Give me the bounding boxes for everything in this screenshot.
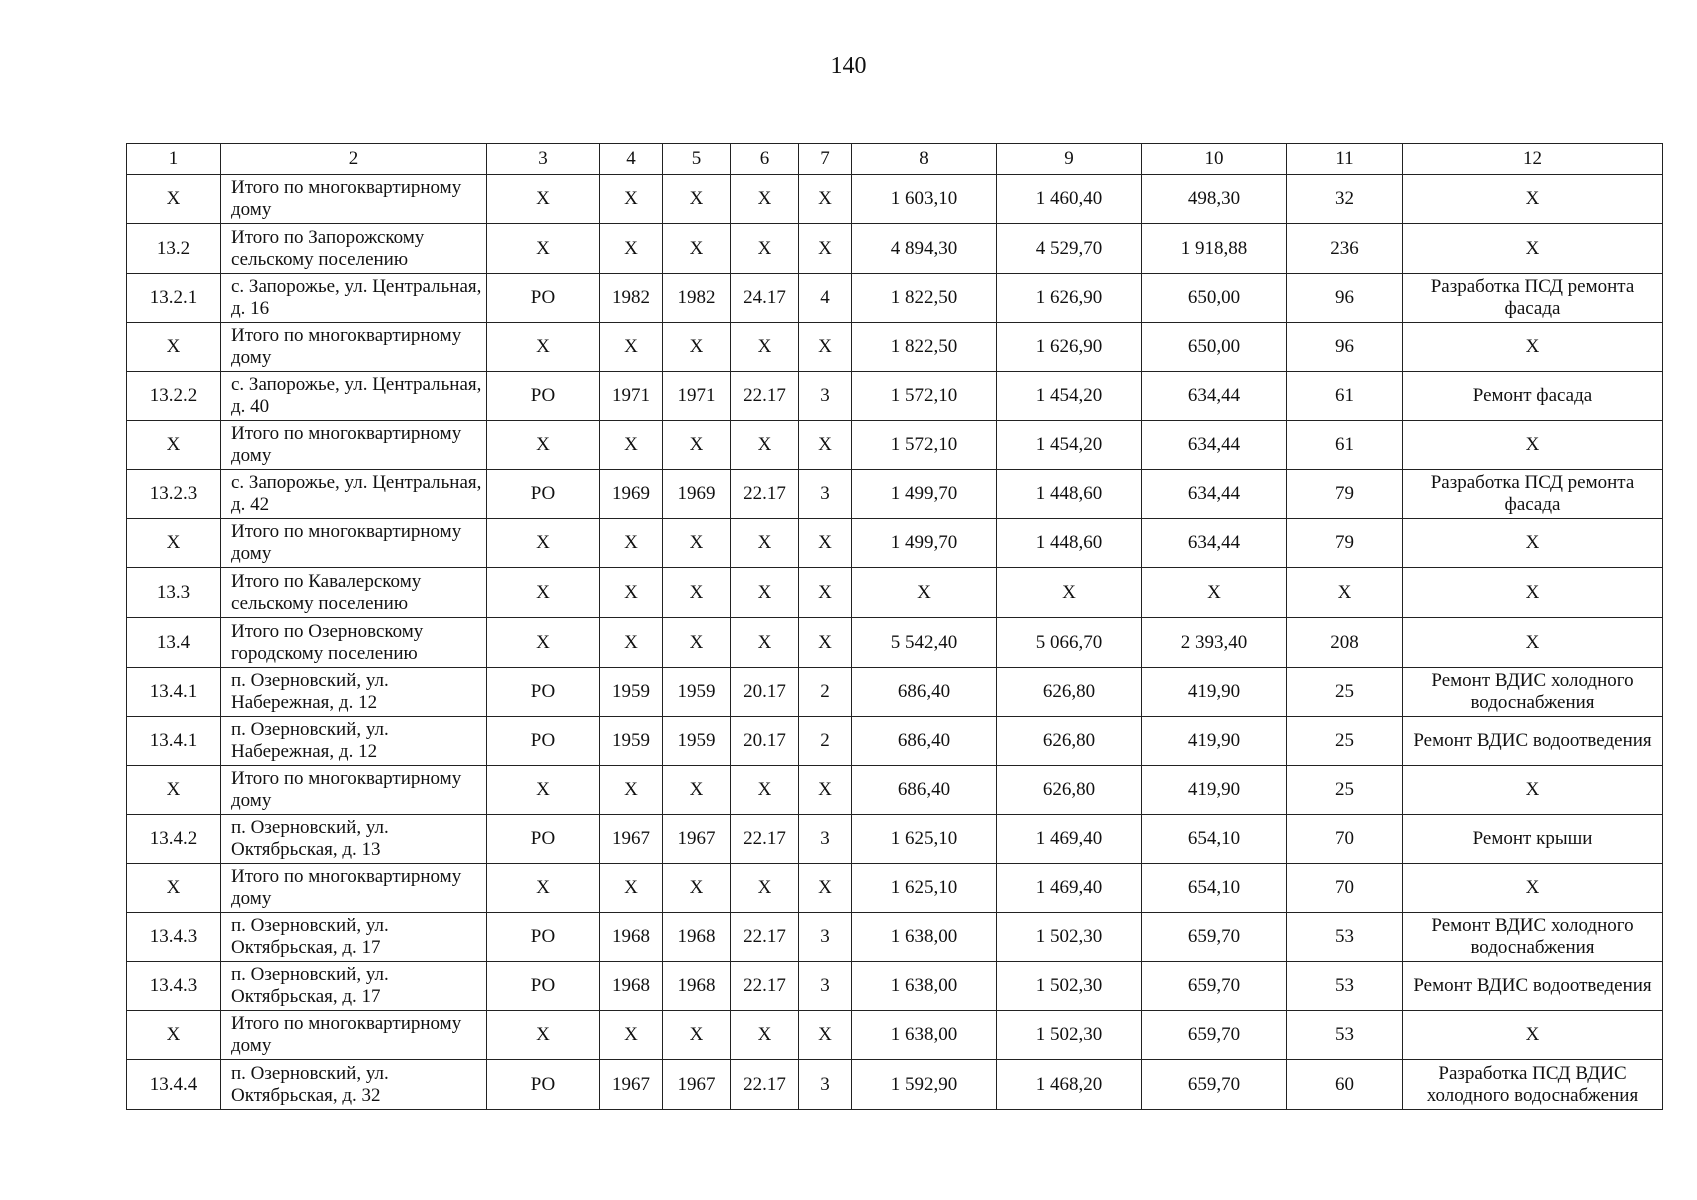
row-number-cell: 13.4.3 bbox=[127, 913, 221, 962]
work-type-cell: Х bbox=[1403, 766, 1663, 815]
owner-type-cell: Х bbox=[487, 1011, 600, 1060]
total-area-cell: 4 894,30 bbox=[852, 224, 997, 274]
commission-year-cell: 1959 bbox=[600, 717, 663, 766]
residents-cell: 208 bbox=[1287, 618, 1403, 668]
address-cell: Итого по многоквартирному дому bbox=[221, 1011, 487, 1060]
floors-cell: Х bbox=[799, 766, 852, 815]
floors-cell: 3 bbox=[799, 962, 852, 1011]
commission-year-cell: Х bbox=[600, 1011, 663, 1060]
row-number-cell: 13.2.2 bbox=[127, 372, 221, 421]
residents-cell: 25 bbox=[1287, 717, 1403, 766]
row-number-cell: Х bbox=[127, 323, 221, 372]
material-code-cell: Х bbox=[731, 224, 799, 274]
reconstruction-year-cell: 1967 bbox=[663, 1060, 731, 1110]
material-code-cell: 22.17 bbox=[731, 470, 799, 519]
material-code-cell: Х bbox=[731, 323, 799, 372]
total-area-cell: 1 625,10 bbox=[852, 815, 997, 864]
table-row bbox=[127, 913, 1663, 962]
floors-cell: Х bbox=[799, 175, 852, 224]
material-code-cell: Х bbox=[731, 766, 799, 815]
table-row bbox=[127, 962, 1663, 1011]
total-area-cell: 686,40 bbox=[852, 717, 997, 766]
total-area-cell: 686,40 bbox=[852, 668, 997, 717]
non-residential-area-cell: 650,00 bbox=[1142, 323, 1287, 372]
table-row bbox=[127, 568, 1663, 618]
owner-type-cell: РО bbox=[487, 913, 600, 962]
row-number-cell: Х bbox=[127, 766, 221, 815]
floors-cell: Х bbox=[799, 224, 852, 274]
non-residential-area-cell: 634,44 bbox=[1142, 372, 1287, 421]
floors-cell: Х bbox=[799, 519, 852, 568]
owner-type-cell: Х bbox=[487, 766, 600, 815]
floors-cell: Х bbox=[799, 568, 852, 618]
row-number-cell: 13.4.1 bbox=[127, 717, 221, 766]
work-type-cell: Х bbox=[1403, 421, 1663, 470]
residents-cell: 25 bbox=[1287, 668, 1403, 717]
work-type-cell: Х bbox=[1403, 323, 1663, 372]
row-number-cell: 13.2.3 bbox=[127, 470, 221, 519]
floors-cell: 3 bbox=[799, 470, 852, 519]
commission-year-cell: Х bbox=[600, 175, 663, 224]
residents-cell: 61 bbox=[1287, 372, 1403, 421]
residential-area-cell: 1 448,60 bbox=[997, 470, 1142, 519]
material-code-cell: 22.17 bbox=[731, 913, 799, 962]
table-row bbox=[127, 668, 1663, 717]
address-cell: п. Озерновский, ул. Октябрьская, д. 13 bbox=[221, 815, 487, 864]
address-cell: Итого по многоквартирному дому bbox=[221, 519, 487, 568]
row-number-cell: 13.2 bbox=[127, 224, 221, 274]
total-area-cell: 1 499,70 bbox=[852, 470, 997, 519]
table-row bbox=[127, 470, 1663, 519]
address-cell: Итого по многоквартирному дому bbox=[221, 864, 487, 913]
reconstruction-year-cell: 1959 bbox=[663, 668, 731, 717]
total-area-cell: 1 625,10 bbox=[852, 864, 997, 913]
residential-area-cell: 1 502,30 bbox=[997, 1011, 1142, 1060]
column-number-cell: 5 bbox=[663, 144, 731, 175]
material-code-cell: 22.17 bbox=[731, 372, 799, 421]
address-cell: Итого по Озерновскому городскому поселению bbox=[221, 618, 487, 668]
residential-area-cell: Х bbox=[997, 568, 1142, 618]
residents-cell: 96 bbox=[1287, 274, 1403, 323]
material-code-cell: Х bbox=[731, 864, 799, 913]
owner-type-cell: Х bbox=[487, 323, 600, 372]
total-area-cell: 1 638,00 bbox=[852, 913, 997, 962]
commission-year-cell: 1968 bbox=[600, 962, 663, 1011]
floors-cell: Х bbox=[799, 421, 852, 470]
work-type-cell: Ремонт ВДИС водоотведения bbox=[1403, 962, 1663, 1011]
floors-cell: Х bbox=[799, 864, 852, 913]
commission-year-cell: Х bbox=[600, 519, 663, 568]
total-area-cell: 1 592,90 bbox=[852, 1060, 997, 1110]
commission-year-cell: Х bbox=[600, 766, 663, 815]
residents-cell: 32 bbox=[1287, 175, 1403, 224]
address-cell: Итого по многоквартирному дому bbox=[221, 766, 487, 815]
address-cell: Итого по многоквартирному дому bbox=[221, 323, 487, 372]
floors-cell: 3 bbox=[799, 913, 852, 962]
reconstruction-year-cell: 1969 bbox=[663, 470, 731, 519]
commission-year-cell: Х bbox=[600, 421, 663, 470]
reconstruction-year-cell: Х bbox=[663, 618, 731, 668]
non-residential-area-cell: 1 918,88 bbox=[1142, 224, 1287, 274]
commission-year-cell: 1968 bbox=[600, 913, 663, 962]
work-type-cell: Ремонт ВДИС водоотведения bbox=[1403, 717, 1663, 766]
commission-year-cell: Х bbox=[600, 618, 663, 668]
residents-cell: 53 bbox=[1287, 913, 1403, 962]
owner-type-cell: РО bbox=[487, 372, 600, 421]
non-residential-area-cell: 2 393,40 bbox=[1142, 618, 1287, 668]
reconstruction-year-cell: Х bbox=[663, 175, 731, 224]
row-number-cell: 13.4.4 bbox=[127, 1060, 221, 1110]
address-cell: п. Озерновский, ул. Октябрьская, д. 17 bbox=[221, 913, 487, 962]
column-number-cell: 1 bbox=[127, 144, 221, 175]
residents-cell: Х bbox=[1287, 568, 1403, 618]
owner-type-cell: Х bbox=[487, 568, 600, 618]
commission-year-cell: 1982 bbox=[600, 274, 663, 323]
table-row bbox=[127, 372, 1663, 421]
table-row bbox=[127, 864, 1663, 913]
non-residential-area-cell: 419,90 bbox=[1142, 766, 1287, 815]
owner-type-cell: Х bbox=[487, 519, 600, 568]
material-code-cell: 22.17 bbox=[731, 815, 799, 864]
column-number-row bbox=[127, 144, 1663, 175]
material-code-cell: 22.17 bbox=[731, 1060, 799, 1110]
residents-cell: 79 bbox=[1287, 470, 1403, 519]
residents-cell: 25 bbox=[1287, 766, 1403, 815]
work-type-cell: Ремонт крыши bbox=[1403, 815, 1663, 864]
address-cell: п. Озерновский, ул. Набережная, д. 12 bbox=[221, 717, 487, 766]
column-number-cell: 3 bbox=[487, 144, 600, 175]
table-row bbox=[127, 421, 1663, 470]
material-code-cell: 24.17 bbox=[731, 274, 799, 323]
work-type-cell: Х bbox=[1403, 175, 1663, 224]
material-code-cell: Х bbox=[731, 519, 799, 568]
non-residential-area-cell: 419,90 bbox=[1142, 668, 1287, 717]
non-residential-area-cell: 498,30 bbox=[1142, 175, 1287, 224]
row-number-cell: Х bbox=[127, 1011, 221, 1060]
residential-area-cell: 4 529,70 bbox=[997, 224, 1142, 274]
address-cell: Итого по Запорожскому сельскому поселению bbox=[221, 224, 487, 274]
table-row bbox=[127, 815, 1663, 864]
work-type-cell: Ремонт фасада bbox=[1403, 372, 1663, 421]
floors-cell: 3 bbox=[799, 815, 852, 864]
address-cell: Итого по Кавалерскому сельскому поселению bbox=[221, 568, 487, 618]
address-cell: с. Запорожье, ул. Центральная, д. 42 bbox=[221, 470, 487, 519]
non-residential-area-cell: 650,00 bbox=[1142, 274, 1287, 323]
residential-area-cell: 1 460,40 bbox=[997, 175, 1142, 224]
owner-type-cell: Х bbox=[487, 175, 600, 224]
residents-cell: 236 bbox=[1287, 224, 1403, 274]
non-residential-area-cell: 634,44 bbox=[1142, 421, 1287, 470]
row-number-cell: 13.3 bbox=[127, 568, 221, 618]
material-code-cell: Х bbox=[731, 175, 799, 224]
commission-year-cell: 1971 bbox=[600, 372, 663, 421]
commission-year-cell: 1959 bbox=[600, 668, 663, 717]
reconstruction-year-cell: 1982 bbox=[663, 274, 731, 323]
residential-area-cell: 1 502,30 bbox=[997, 962, 1142, 1011]
residential-area-cell: 1 468,20 bbox=[997, 1060, 1142, 1110]
residential-area-cell: 626,80 bbox=[997, 766, 1142, 815]
table-row bbox=[127, 618, 1663, 668]
reconstruction-year-cell: Х bbox=[663, 1011, 731, 1060]
residents-cell: 53 bbox=[1287, 962, 1403, 1011]
material-code-cell: 20.17 bbox=[731, 668, 799, 717]
reconstruction-year-cell: 1968 bbox=[663, 962, 731, 1011]
column-number-cell: 10 bbox=[1142, 144, 1287, 175]
material-code-cell: Х bbox=[731, 568, 799, 618]
total-area-cell: 1 822,50 bbox=[852, 323, 997, 372]
column-number-cell: 9 bbox=[997, 144, 1142, 175]
work-type-cell: Х bbox=[1403, 1011, 1663, 1060]
non-residential-area-cell: 654,10 bbox=[1142, 864, 1287, 913]
work-type-cell: Ремонт ВДИС холодного водоснабжения bbox=[1403, 913, 1663, 962]
owner-type-cell: Х bbox=[487, 618, 600, 668]
floors-cell: 4 bbox=[799, 274, 852, 323]
reconstruction-year-cell: 1967 bbox=[663, 815, 731, 864]
column-number-cell: 2 bbox=[221, 144, 487, 175]
work-type-cell: Х bbox=[1403, 568, 1663, 618]
table-row bbox=[127, 1060, 1663, 1110]
floors-cell: 3 bbox=[799, 372, 852, 421]
residential-area-cell: 1 454,20 bbox=[997, 421, 1142, 470]
reconstruction-year-cell: Х bbox=[663, 224, 731, 274]
total-area-cell: 1 822,50 bbox=[852, 274, 997, 323]
column-number-cell: 12 bbox=[1403, 144, 1663, 175]
floors-cell: Х bbox=[799, 618, 852, 668]
total-area-cell: 1 499,70 bbox=[852, 519, 997, 568]
row-number-cell: 13.4.3 bbox=[127, 962, 221, 1011]
residents-cell: 70 bbox=[1287, 864, 1403, 913]
owner-type-cell: РО bbox=[487, 962, 600, 1011]
total-area-cell: 1 572,10 bbox=[852, 421, 997, 470]
row-number-cell: Х bbox=[127, 175, 221, 224]
table-row bbox=[127, 323, 1663, 372]
non-residential-area-cell: 654,10 bbox=[1142, 815, 1287, 864]
column-number-cell: 7 bbox=[799, 144, 852, 175]
address-cell: с. Запорожье, ул. Центральная, д. 40 bbox=[221, 372, 487, 421]
owner-type-cell: РО bbox=[487, 717, 600, 766]
commission-year-cell: 1967 bbox=[600, 1060, 663, 1110]
table-row bbox=[127, 274, 1663, 323]
owner-type-cell: РО bbox=[487, 274, 600, 323]
floors-cell: Х bbox=[799, 323, 852, 372]
reconstruction-year-cell: Х bbox=[663, 864, 731, 913]
table-row bbox=[127, 175, 1663, 224]
owner-type-cell: Х bbox=[487, 224, 600, 274]
commission-year-cell: Х bbox=[600, 568, 663, 618]
owner-type-cell: Х bbox=[487, 421, 600, 470]
residents-cell: 53 bbox=[1287, 1011, 1403, 1060]
floors-cell: 2 bbox=[799, 668, 852, 717]
work-type-cell: Разработка ПСД ремонта фасада bbox=[1403, 470, 1663, 519]
residential-area-cell: 1 626,90 bbox=[997, 323, 1142, 372]
table-row bbox=[127, 766, 1663, 815]
reconstruction-year-cell: 1968 bbox=[663, 913, 731, 962]
column-number-cell: 11 bbox=[1287, 144, 1403, 175]
owner-type-cell: РО bbox=[487, 470, 600, 519]
row-number-cell: Х bbox=[127, 864, 221, 913]
work-type-cell: Х bbox=[1403, 224, 1663, 274]
table-row bbox=[127, 1011, 1663, 1060]
material-code-cell: Х bbox=[731, 1011, 799, 1060]
page-number: 140 bbox=[830, 53, 867, 79]
material-code-cell: 20.17 bbox=[731, 717, 799, 766]
floors-cell: 2 bbox=[799, 717, 852, 766]
commission-year-cell: Х bbox=[600, 323, 663, 372]
reconstruction-year-cell: Х bbox=[663, 421, 731, 470]
address-cell: п. Озерновский, ул. Октябрьская, д. 17 bbox=[221, 962, 487, 1011]
reconstruction-year-cell: Х bbox=[663, 568, 731, 618]
residential-area-cell: 1 454,20 bbox=[997, 372, 1142, 421]
row-number-cell: 13.4.2 bbox=[127, 815, 221, 864]
material-code-cell: Х bbox=[731, 618, 799, 668]
work-type-cell: Ремонт ВДИС холодного водоснабжения bbox=[1403, 668, 1663, 717]
address-cell: Итого по многоквартирному дому bbox=[221, 421, 487, 470]
row-number-cell: Х bbox=[127, 421, 221, 470]
residential-area-cell: 1 469,40 bbox=[997, 864, 1142, 913]
residents-cell: 60 bbox=[1287, 1060, 1403, 1110]
work-type-cell: Х bbox=[1403, 618, 1663, 668]
total-area-cell: 5 542,40 bbox=[852, 618, 997, 668]
total-area-cell: 686,40 bbox=[852, 766, 997, 815]
residential-area-cell: 5 066,70 bbox=[997, 618, 1142, 668]
work-type-cell: Разработка ПСД ремонта фасада bbox=[1403, 274, 1663, 323]
repair-program-table bbox=[126, 143, 1663, 1110]
residential-area-cell: 626,80 bbox=[997, 668, 1142, 717]
owner-type-cell: РО bbox=[487, 1060, 600, 1110]
table-body bbox=[127, 144, 1663, 1110]
non-residential-area-cell: 634,44 bbox=[1142, 470, 1287, 519]
column-number-cell: 8 bbox=[852, 144, 997, 175]
reconstruction-year-cell: Х bbox=[663, 766, 731, 815]
residents-cell: 79 bbox=[1287, 519, 1403, 568]
residents-cell: 61 bbox=[1287, 421, 1403, 470]
address-cell: п. Озерновский, ул. Октябрьская, д. 32 bbox=[221, 1060, 487, 1110]
residential-area-cell: 626,80 bbox=[997, 717, 1142, 766]
address-cell: п. Озерновский, ул. Набережная, д. 12 bbox=[221, 668, 487, 717]
row-number-cell: 13.4 bbox=[127, 618, 221, 668]
non-residential-area-cell: 659,70 bbox=[1142, 962, 1287, 1011]
commission-year-cell: 1967 bbox=[600, 815, 663, 864]
total-area-cell: 1 638,00 bbox=[852, 1011, 997, 1060]
row-number-cell: 13.4.1 bbox=[127, 668, 221, 717]
column-number-cell: 4 bbox=[600, 144, 663, 175]
commission-year-cell: Х bbox=[600, 224, 663, 274]
commission-year-cell: Х bbox=[600, 864, 663, 913]
residents-cell: 70 bbox=[1287, 815, 1403, 864]
residential-area-cell: 1 502,30 bbox=[997, 913, 1142, 962]
non-residential-area-cell: 659,70 bbox=[1142, 1060, 1287, 1110]
residential-area-cell: 1 469,40 bbox=[997, 815, 1142, 864]
table-row bbox=[127, 519, 1663, 568]
commission-year-cell: 1969 bbox=[600, 470, 663, 519]
non-residential-area-cell: 659,70 bbox=[1142, 913, 1287, 962]
reconstruction-year-cell: 1971 bbox=[663, 372, 731, 421]
residential-area-cell: 1 626,90 bbox=[997, 274, 1142, 323]
reconstruction-year-cell: Х bbox=[663, 323, 731, 372]
material-code-cell: 22.17 bbox=[731, 962, 799, 1011]
work-type-cell: Х bbox=[1403, 519, 1663, 568]
total-area-cell: Х bbox=[852, 568, 997, 618]
non-residential-area-cell: 659,70 bbox=[1142, 1011, 1287, 1060]
column-number-cell: 6 bbox=[731, 144, 799, 175]
non-residential-area-cell: 419,90 bbox=[1142, 717, 1287, 766]
address-cell: с. Запорожье, ул. Центральная, д. 16 bbox=[221, 274, 487, 323]
work-type-cell: Х bbox=[1403, 864, 1663, 913]
address-cell: Итого по многоквартирному дому bbox=[221, 175, 487, 224]
floors-cell: 3 bbox=[799, 1060, 852, 1110]
total-area-cell: 1 638,00 bbox=[852, 962, 997, 1011]
work-type-cell: Разработка ПСД ВДИС холодного водоснабжения bbox=[1403, 1060, 1663, 1110]
row-number-cell: Х bbox=[127, 519, 221, 568]
total-area-cell: 1 572,10 bbox=[852, 372, 997, 421]
residents-cell: 96 bbox=[1287, 323, 1403, 372]
owner-type-cell: РО bbox=[487, 668, 600, 717]
material-code-cell: Х bbox=[731, 421, 799, 470]
owner-type-cell: РО bbox=[487, 815, 600, 864]
non-residential-area-cell: 634,44 bbox=[1142, 519, 1287, 568]
reconstruction-year-cell: Х bbox=[663, 519, 731, 568]
table-row bbox=[127, 224, 1663, 274]
residential-area-cell: 1 448,60 bbox=[997, 519, 1142, 568]
floors-cell: Х bbox=[799, 1011, 852, 1060]
owner-type-cell: Х bbox=[487, 864, 600, 913]
table-row bbox=[127, 717, 1663, 766]
reconstruction-year-cell: 1959 bbox=[663, 717, 731, 766]
total-area-cell: 1 603,10 bbox=[852, 175, 997, 224]
row-number-cell: 13.2.1 bbox=[127, 274, 221, 323]
non-residential-area-cell: Х bbox=[1142, 568, 1287, 618]
